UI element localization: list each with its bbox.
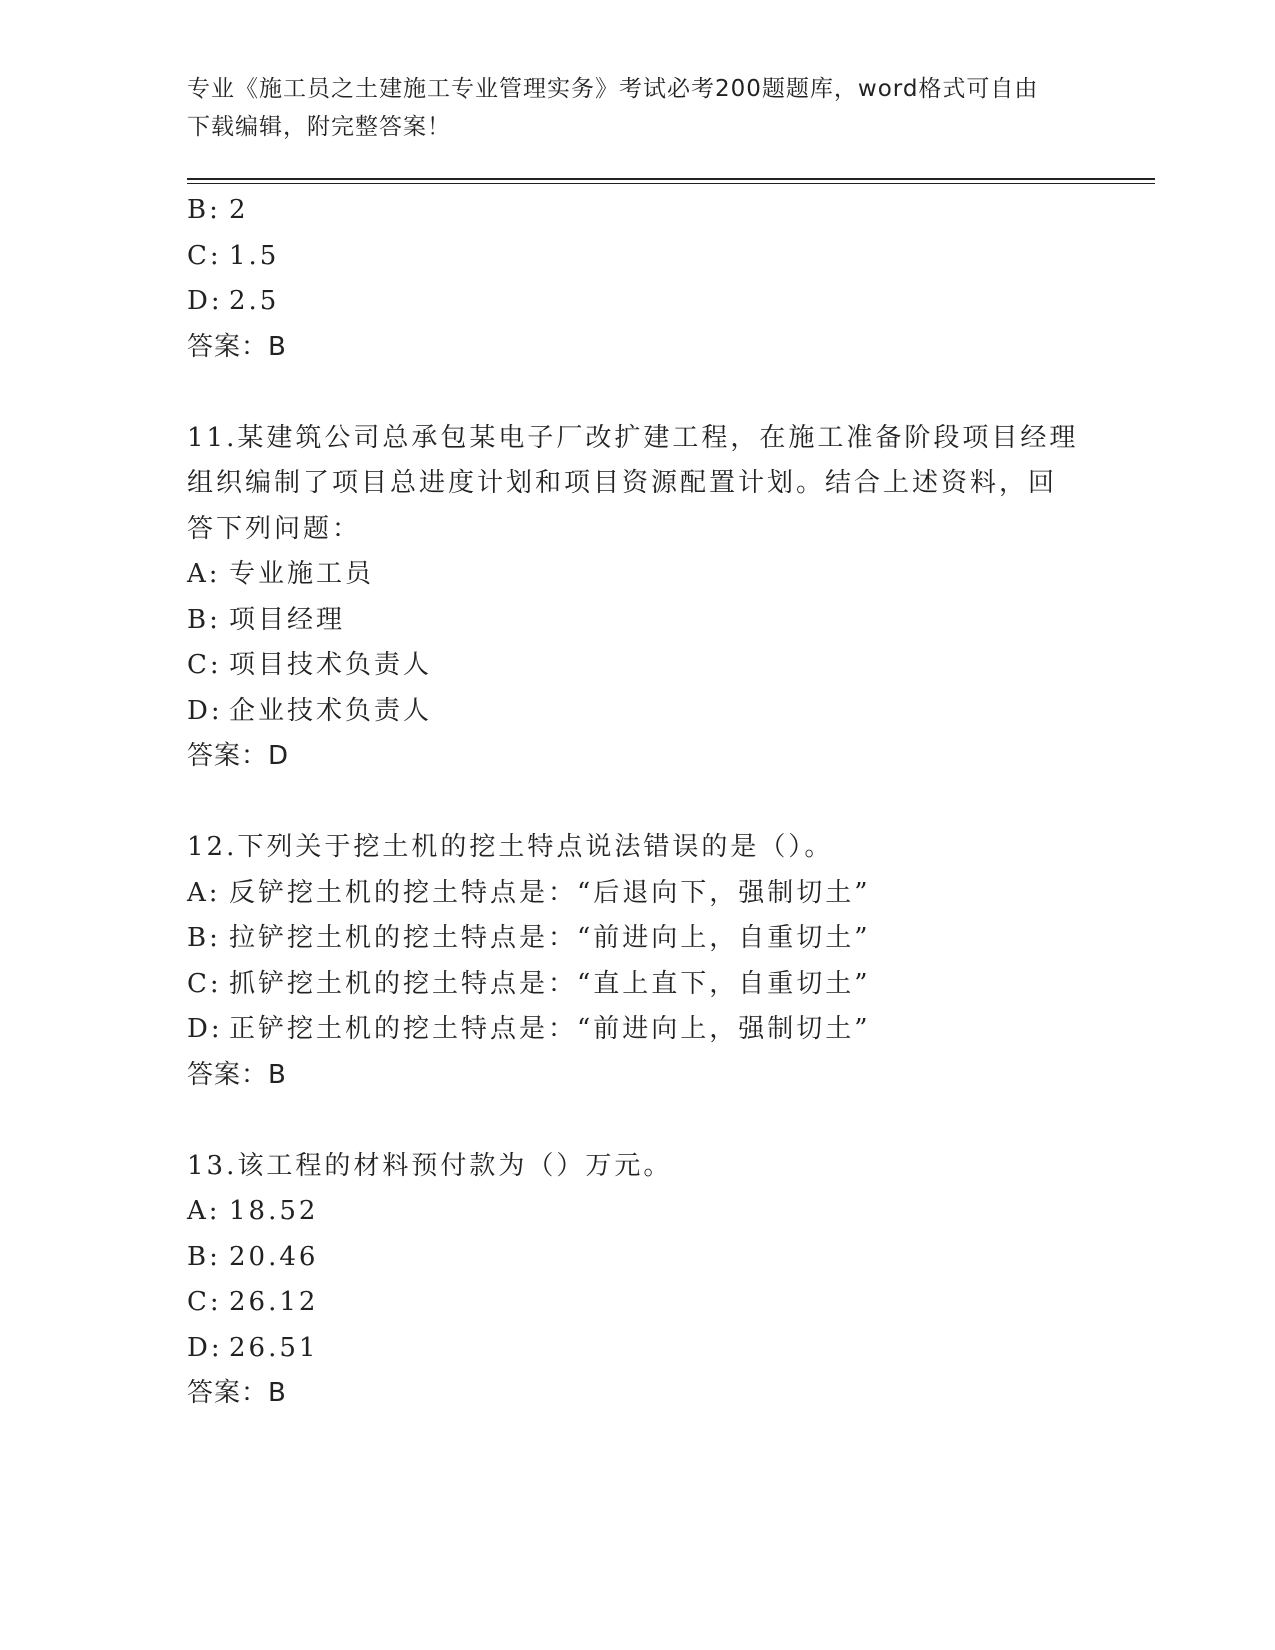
question-stem-line: 13.该工程的材料预付款为（）万元。 — [187, 1150, 673, 1181]
option-row — [187, 871, 1087, 917]
option-text: 项目经理 — [229, 604, 346, 635]
question-13 — [187, 1144, 1087, 1417]
option-text: 26.12 — [229, 1287, 319, 1317]
question-stem-line: 11.某建筑公司总承包某电子厂改扩建工程，在施工准备阶段项目经理 — [187, 422, 1079, 453]
option-key: D: — [187, 1332, 223, 1363]
option-key: D: — [187, 286, 223, 316]
option-row — [187, 279, 1087, 325]
option-key: D: — [187, 695, 223, 726]
option-key: B: — [187, 604, 221, 635]
option-row — [187, 1007, 1087, 1053]
header-divider-thick — [187, 178, 1155, 180]
option-key: A: — [187, 1196, 221, 1226]
option-key: C: — [187, 650, 222, 680]
option-text: 20.46 — [229, 1241, 319, 1272]
option-text: 抓铲挖土机的挖土特点是：“直上直下，自重切土” — [229, 968, 871, 999]
question-stem-line: 组织编制了项目总进度计划和项目资源配置计划。结合上述资料，回 — [187, 468, 1058, 498]
option-row — [187, 598, 1087, 644]
option-key: C: — [187, 240, 222, 271]
option-text: 1.5 — [229, 240, 280, 271]
option-key: C: — [187, 968, 222, 999]
question-content — [187, 188, 1087, 1417]
option-row — [187, 962, 1087, 1008]
option-key: A: — [187, 559, 221, 589]
option-key: C: — [187, 1287, 222, 1317]
header-line-2: 下载编辑，附完整答案！ — [187, 114, 451, 140]
option-row — [187, 552, 1087, 598]
option-row — [187, 916, 1087, 962]
option-text: 2.5 — [229, 286, 280, 316]
header-line-1: 专业《施工员之土建施工专业管理实务》考试必考200题题库，word格式可自由 — [187, 76, 1039, 102]
option-text: 项目技术负责人 — [229, 650, 433, 680]
option-text: 专业施工员 — [229, 559, 375, 589]
option-text: 企业技术负责人 — [229, 695, 433, 726]
option-key: B: — [187, 195, 221, 225]
question-11 — [187, 416, 1087, 780]
option-row — [187, 1326, 1087, 1372]
option-row — [187, 1280, 1087, 1326]
option-text: 2 — [229, 195, 249, 225]
option-row — [187, 689, 1087, 735]
answer-line: 答案：B — [187, 1059, 287, 1090]
option-row — [187, 1189, 1087, 1235]
option-text: 18.52 — [229, 1196, 319, 1226]
option-key: B: — [187, 923, 221, 953]
answer-line: 答案：D — [187, 741, 290, 771]
question-stem-line: 12.下列关于挖土机的挖土特点说法错误的是（）。 — [187, 832, 834, 862]
answer-line: 答案：B — [187, 331, 287, 362]
option-text: 拉铲挖土机的挖土特点是：“前进向上，自重切土” — [229, 923, 871, 953]
answer-line: 答案：B — [187, 1378, 287, 1408]
option-row — [187, 234, 1087, 280]
option-key: A: — [187, 877, 221, 908]
option-key: B: — [187, 1241, 221, 1272]
document-header — [187, 70, 1087, 146]
option-row — [187, 1235, 1087, 1281]
option-row — [187, 643, 1087, 689]
option-text: 26.51 — [229, 1332, 319, 1363]
option-row — [187, 188, 1087, 234]
option-key: D: — [187, 1014, 223, 1044]
question-10-continued — [187, 188, 1087, 370]
question-stem-line: 答下列问题： — [187, 513, 362, 544]
option-text: 反铲挖土机的挖土特点是：“后退向下，强制切土” — [229, 877, 871, 908]
header-divider-thin — [187, 183, 1155, 184]
question-12 — [187, 825, 1087, 1098]
option-text: 正铲挖土机的挖土特点是：“前进向上，强制切土” — [229, 1014, 871, 1044]
